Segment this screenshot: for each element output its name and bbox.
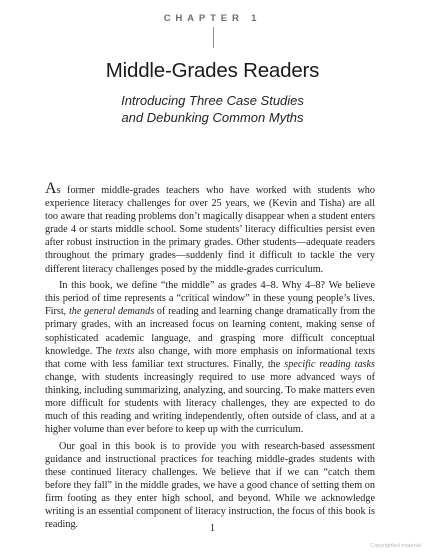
paragraph-1-text: s former middle-grades teachers who have worked with students who experience literacy challenges for over 25 years, we (Kevin and Tisha) are all too aware that reading problems don’t magically disappear when a student enters grade 4 or starts middle school. Some students’ literacy difficulties persist even after robust instruction in the primary grades. Other students—adequate readers throughout the primary grades—suddenly find it difficult to tackle the very different literacy challenges posed by the middle-grades curriculum. <box>45 185 375 275</box>
paragraph-3: Our goal in this book is to provide you with research-based assessment guidance and instructional practices for teaching middle-grades students with these continued literacy challenges. We believe that if we can “catch them before they fall” in the middle grades, we have a good chance of setting them on firm footing as they enter high school, and beyond. While we acknowledge writing is an essential component of literacy instruction, the focus of this book is reading. <box>45 440 375 531</box>
paragraph-2-text-b: of reading and learning change dramatically from the primary grades, with an increased focus on learning content, making sense of sophisticated academic language, and grasping more difficult conceptual knowledge. The <box>45 306 375 357</box>
chapter-label: CHAPTER 1 <box>163 13 262 24</box>
chapter-divider-rule <box>213 27 214 48</box>
paragraph-2-emphasis-reading-tasks: specific reading tasks <box>284 358 375 370</box>
paragraph-2-emphasis-texts: texts <box>115 345 135 357</box>
paragraph-1 <box>45 180 375 276</box>
paragraph-2-text-c: also change, with more emphasis on informational texts that come with less familiar text structures. Finally, the <box>45 345 376 370</box>
page-number: 1 <box>209 523 216 534</box>
drop-cap: A <box>45 180 57 197</box>
chapter-subtitle-line-2: and Debunking Common Myths <box>121 110 304 125</box>
chapter-title: Middle-Grades Readers <box>105 59 320 82</box>
paragraph-2-text-d: change, with students increasingly required to use more advanced ways of thinking, including summarizing, analyzing, and sourcing. To make matters even more difficult for students with literacy challenges, they are expected to do much of this reading and writing independently, often outside of class, and at a higher volume than ever before to keep up with the curriculum. <box>45 371 375 436</box>
copyright-watermark: Copyrighted material <box>370 543 421 549</box>
chapter-subtitle <box>0 92 425 126</box>
paragraph-2-text-a: In this book, we define “the middle” as grades 4–8. Why 4–8? We believe this period of time represents a “critical window” in these young people’s lives. First, <box>45 280 375 318</box>
paragraph-2 <box>45 279 375 436</box>
body-text <box>45 180 376 531</box>
paragraph-2-emphasis-general-demands: the general demands <box>68 306 155 318</box>
chapter-subtitle-line-1: Introducing Three Case Studies <box>121 93 304 108</box>
